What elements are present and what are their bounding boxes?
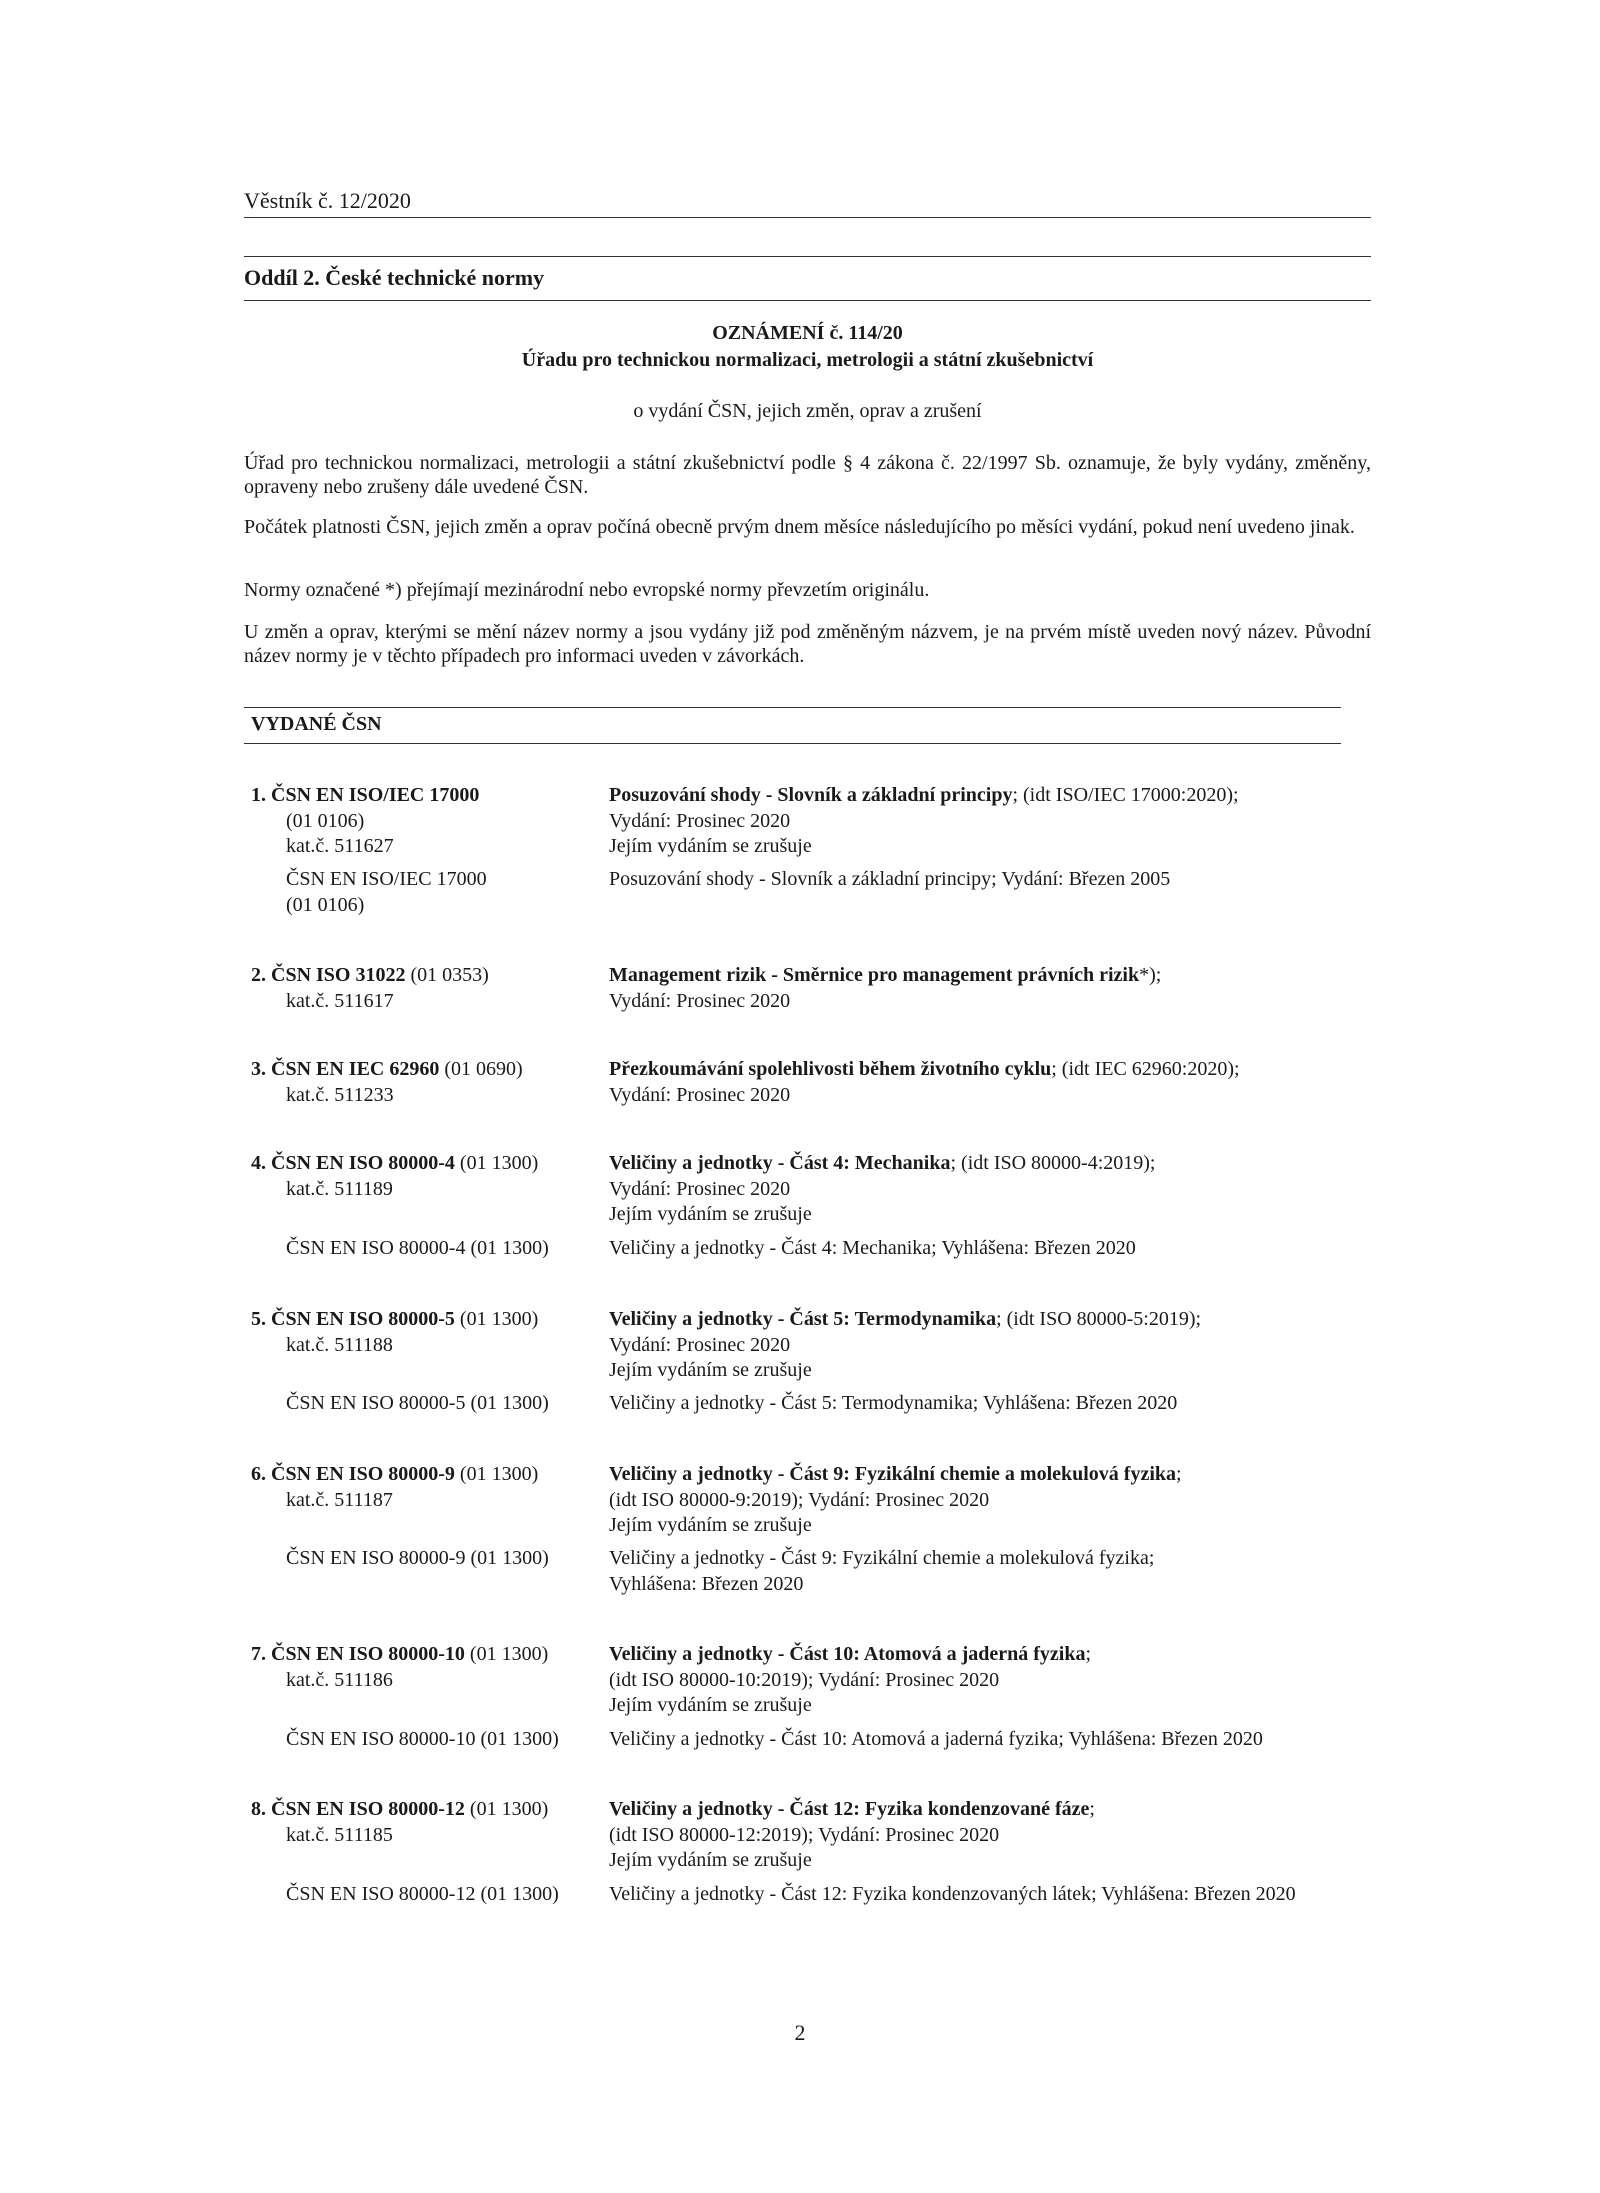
- intro-paragraph: Počátek platnosti ČSN, jejich změn a oprav počíná obecně prvým dnem měsíce následujícího po měsíci vydání, pokud není uvedeno jinak.: [244, 516, 1355, 538]
- entry-class-code: (01 1300): [454, 1463, 539, 1485]
- entry-title: Veličiny a jednotky - Část 4: Mechanika: [609, 1152, 951, 1174]
- entry-7-replaced-right: [609, 1727, 1369, 1753]
- entry-4-replaced-left: [251, 1236, 601, 1262]
- entry-5-left: [251, 1307, 601, 1358]
- entry-catalog-number: kat.č. 511189: [286, 1177, 393, 1200]
- entry-number: 1. ČSN EN ISO/IEC 17000: [251, 784, 480, 806]
- entry-title-rest: ; (idt ISO 80000-5:2019);: [996, 1308, 1202, 1330]
- replaced-text: Posuzování shody - Slovník a základní principy; Vydání: Březen 2005: [609, 868, 1171, 890]
- entry-class-code: (01 1300): [454, 1308, 539, 1330]
- vydane-bottom-rule: [244, 743, 1341, 744]
- entry-line: Jejím vydáním se zrušuje: [609, 1359, 812, 1381]
- entry-line: (idt ISO 80000-12:2019); Vydání: Prosinec 2020: [609, 1823, 1000, 1846]
- entry-1-right: [609, 783, 1369, 860]
- replaced-standard: ČSN EN ISO 80000-9 (01 1300): [286, 1547, 549, 1569]
- entry-number: 8. ČSN EN ISO 80000-12: [251, 1798, 465, 1820]
- entry-5-replaced-left: [251, 1391, 601, 1417]
- entry-number: 4. ČSN EN ISO 80000-4: [251, 1152, 455, 1174]
- intro-paragraph: Normy označené *) přejímají mezinárodní nebo evropské normy převzetím originálu.: [244, 579, 930, 601]
- entry-class-code: (01 0353): [405, 964, 489, 986]
- vydane-top-rule: [244, 707, 1341, 708]
- replaced-text: Veličiny a jednotky - Část 12: Fyzika kondenzovaných látek; Vyhlášena: Březen 2020: [609, 1883, 1296, 1905]
- entry-1-replaced-left: [251, 867, 601, 918]
- entry-catalog-number: kat.č. 511188: [286, 1333, 393, 1356]
- entry-line: Jejím vydáním se zrušuje: [609, 1694, 812, 1716]
- entry-catalog-number: kat.č. 511187: [286, 1488, 393, 1511]
- announcement-subtitle: Úřadu pro technickou normalizaci, metrologii a státní zkušebnictví: [521, 349, 1094, 371]
- entry-class-code: (01 0106): [286, 809, 365, 832]
- replaced-standard: ČSN EN ISO 80000-10 (01 1300): [286, 1728, 559, 1750]
- entry-5-right: [609, 1307, 1369, 1384]
- entry-title: Management rizik - Směrnice pro management právních rizik: [609, 964, 1140, 986]
- entry-line: Vydání: Prosinec 2020: [609, 1083, 791, 1106]
- entry-6-replaced-right: [609, 1546, 1369, 1597]
- entry-6-right: [609, 1462, 1369, 1539]
- intro-paragraph: U změn a oprav, kterými se mění název normy a jsou vydány již pod změněným názvem, je na prvém místě uveden nový název. Původní název normy je v těchto případech pro informaci uveden v závorkách.: [244, 621, 1371, 667]
- entry-number: 2. ČSN ISO 31022: [251, 964, 406, 986]
- entry-line: Vydání: Prosinec 2020: [609, 1333, 791, 1356]
- replaced-text: Vyhlášena: Březen 2020: [609, 1572, 804, 1595]
- entry-number: 3. ČSN EN IEC 62960: [251, 1058, 440, 1080]
- entry-title-rest: ; (idt ISO 80000-4:2019);: [950, 1152, 1156, 1174]
- entry-catalog-number: kat.č. 511186: [286, 1668, 393, 1691]
- vydane-title: VYDANÉ ČSN: [251, 713, 382, 735]
- entry-7-left: [251, 1642, 601, 1693]
- replaced-standard: ČSN EN ISO/IEC 17000: [286, 868, 487, 890]
- entry-7-replaced-left: [251, 1727, 601, 1753]
- announcement-about: o vydání ČSN, jejich změn, oprav a zrušení: [633, 400, 982, 422]
- entry-catalog-number: kat.č. 511617: [286, 989, 394, 1012]
- entry-title: Posuzování shody - Slovník a základní principy: [609, 784, 1013, 806]
- entry-line: Jejím vydáním se zrušuje: [609, 1203, 812, 1225]
- entry-catalog-number: kat.č. 511185: [286, 1823, 393, 1846]
- entry-4-replaced-right: [609, 1236, 1369, 1262]
- entry-1-replaced-right: [609, 867, 1369, 893]
- entry-1-left: [251, 783, 601, 860]
- entry-title-rest: ; (idt ISO/IEC 17000:2020);: [1012, 784, 1239, 806]
- entry-line: Jejím vydáním se zrušuje: [609, 1514, 812, 1536]
- entry-title: Veličiny a jednotky - Část 5: Termodynamika: [609, 1308, 997, 1330]
- page-number: 2: [794, 2020, 806, 2045]
- entry-title: Veličiny a jednotky - Část 9: Fyzikální chemie a molekulová fyzika: [609, 1463, 1177, 1485]
- intro-paragraph: Úřad pro technickou normalizaci, metrologii a státní zkušebnictví podle § 4 zákona č. 22/1997 Sb. oznamuje, že byly vydány, změněny, opraveny nebo zrušeny dále uvedené ČSN.: [244, 452, 1371, 498]
- entry-4-left: [251, 1151, 601, 1202]
- entry-line: (idt ISO 80000-10:2019); Vydání: Prosinec 2020: [609, 1668, 1000, 1691]
- entry-title-rest: ;: [1085, 1643, 1092, 1665]
- bulletin-title: Věstník č. 12/2020: [244, 188, 411, 213]
- entry-5-replaced-right: [609, 1391, 1369, 1417]
- entry-class-code: (01 1300): [454, 1152, 539, 1174]
- entry-6-left: [251, 1462, 601, 1513]
- header-rule: [244, 217, 1371, 218]
- entry-8-replaced-left: [251, 1882, 601, 1908]
- entry-line: Jejím vydáním se zrušuje: [609, 835, 812, 857]
- entry-line: Jejím vydáním se zrušuje: [609, 1849, 812, 1871]
- entry-2-right: [609, 963, 1369, 1014]
- entry-line: Vydání: Prosinec 2020: [609, 809, 791, 832]
- entry-line: (idt ISO 80000-9:2019); Vydání: Prosinec 2020: [609, 1488, 990, 1511]
- announcement-title: OZNÁMENÍ č. 114/20: [712, 322, 903, 344]
- entry-number: 7. ČSN EN ISO 80000-10: [251, 1643, 465, 1665]
- entry-2-left: [251, 963, 601, 1014]
- entry-class-code: (01 1300): [464, 1798, 549, 1820]
- entry-title-rest: *);: [1139, 964, 1162, 986]
- replaced-text: Veličiny a jednotky - Část 10: Atomová a jaderná fyzika; Vyhlášena: Březen 2020: [609, 1728, 1263, 1750]
- entry-catalog-number: kat.č. 511627: [286, 835, 394, 857]
- entry-title: Přezkoumávání spolehlivosti během životního cyklu: [609, 1058, 1052, 1080]
- entry-8-right: [609, 1797, 1369, 1874]
- entry-title-rest: ;: [1089, 1798, 1095, 1820]
- entry-class-code: (01 1300): [464, 1643, 549, 1665]
- entry-catalog-number: kat.č. 511233: [286, 1083, 394, 1106]
- entry-line: Vydání: Prosinec 2020: [609, 1177, 791, 1200]
- entry-3-right: [609, 1057, 1369, 1108]
- entry-8-replaced-right: [609, 1882, 1369, 1908]
- replaced-text: Veličiny a jednotky - Část 4: Mechanika; Vyhlášena: Březen 2020: [609, 1237, 1136, 1259]
- entry-4-right: [609, 1151, 1369, 1228]
- entry-class-code: (01 0690): [439, 1058, 523, 1080]
- entry-title-rest: ; (idt IEC 62960:2020);: [1051, 1058, 1240, 1080]
- replaced-text: Veličiny a jednotky - Část 9: Fyzikální chemie a molekulová fyzika;: [609, 1547, 1155, 1569]
- replaced-standard: ČSN EN ISO 80000-5 (01 1300): [286, 1392, 549, 1414]
- replaced-text: Veličiny a jednotky - Část 5: Termodynamika; Vyhlášena: Březen 2020: [609, 1392, 1178, 1414]
- replaced-standard: ČSN EN ISO 80000-12 (01 1300): [286, 1883, 559, 1905]
- replaced-class-code: (01 0106): [286, 893, 365, 916]
- entry-title: Veličiny a jednotky - Část 12: Fyzika kondenzované fáze: [609, 1798, 1090, 1820]
- entry-7-right: [609, 1642, 1369, 1719]
- entry-title: Veličiny a jednotky - Část 10: Atomová a jaderná fyzika: [609, 1643, 1086, 1665]
- entry-line: Vydání: Prosinec 2020: [609, 989, 791, 1012]
- entry-3-left: [251, 1057, 601, 1108]
- entry-number: 6. ČSN EN ISO 80000-9: [251, 1463, 455, 1485]
- entry-title-rest: ;: [1176, 1463, 1182, 1485]
- entry-8-left: [251, 1797, 601, 1848]
- entry-6-replaced-left: [251, 1546, 601, 1572]
- section-title: Oddíl 2. České technické normy: [244, 265, 545, 290]
- section-bottom-rule: [244, 300, 1371, 301]
- entry-number: 5. ČSN EN ISO 80000-5: [251, 1308, 455, 1330]
- replaced-standard: ČSN EN ISO 80000-4 (01 1300): [286, 1237, 549, 1259]
- section-top-rule: [244, 256, 1371, 257]
